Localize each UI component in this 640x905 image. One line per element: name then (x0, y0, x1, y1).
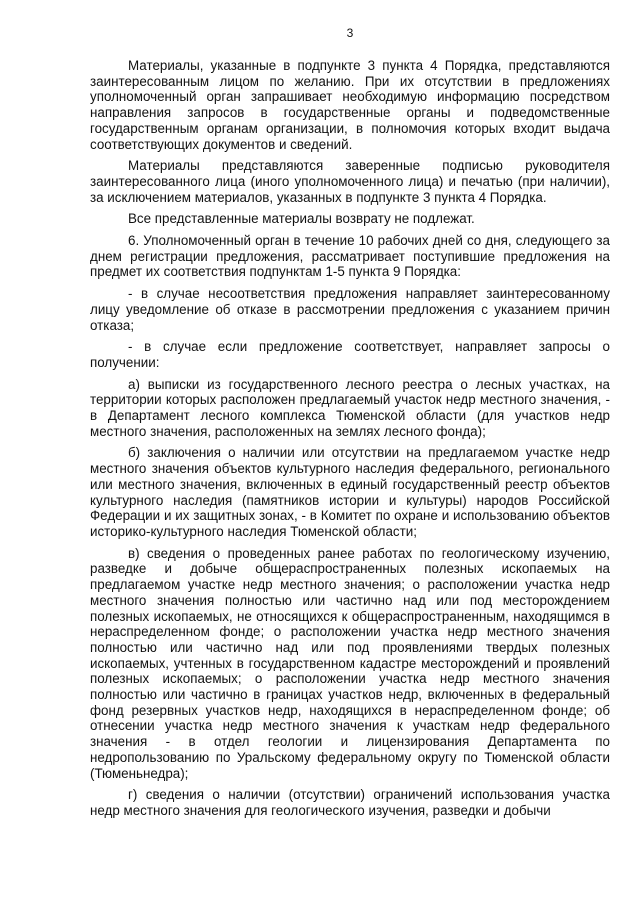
paragraph-subitem-a: а) выписки из государственного лесного реестра о лесных участках, на территории которых расположен предлагаемый участок недр местного значения, - в Департамент лесного комплекса Тюменской области (для участков недр местного значения, расположенных на землях лесного фонда); (90, 376, 610, 439)
paragraph-subitem-b: б) заключения о наличии или отсутствии на предлагаемом участке недр местного значения объектов культурного наследия федерального, регионального или местного значения, включенных в единый государственный реестр объектов культурного наследия (памятников истории и культуры) народов Российской Федерации и их защитных зонах, - в Комитет по охране и использованию объектов историко-культурного наследия Тюменской области; (90, 445, 610, 539)
paragraph-materials-optional: Материалы, указанные в подпункте 3 пункта 4 Порядка, представляются заинтересованным лицом по желанию. При их отсутствии в предложениях уполномоченный орган запрашивает необходимую информацию посредством направления запросов в государственные органы и подведомственные государственным органам организации, в полномочия которых входит выдача соответствующих документов и сведений. (90, 58, 610, 152)
paragraph-requests-case: - в случае если предложение соответствует, направляет запросы о получении: (90, 339, 610, 370)
paragraph-no-return: Все представленные материалы возврату не подлежат. (128, 211, 475, 227)
document-page (90, 26, 610, 825)
paragraph-subitem-v: в) сведения о проведенных ранее работах по геологическому изучению, разведке и добыче общераспространенных полезных ископаемых на предлагаемом участке недр местного значения; о расположении участка недр местного значения полностью или частично над или под месторождением полезных ископаемых, не относящихся к общераспространенным, находящимся в нераспределенном фонде; о расположении участка недр местного значения полностью или частично над или под проявлениями твердых полезных ископаемых, учтенных в государственном кадастре месторождений и проявлений полезных ископаемых; о расположении участка недр местного значения полностью или частично в границах участков недр, включенных в федеральный фонд резервных участков недр, находящихся в нераспределенном фонде; об отнесении участка недр местного значения к участкам недр федерального значения - в отдел геологии и лицензирования Департамента по недропользованию по Уральскому федеральному округу по Тюменской области (Тюменьнедра); (90, 545, 610, 781)
page-number: 3 (346, 26, 354, 40)
paragraph-item-6: 6. Уполномоченный орган в течение 10 рабочих дней со дня, следующего за днем регистрации предложения, рассматривает поступившие предложения на предмет их соответствия подпунктам 1-5 пункта 9 Порядка: (90, 233, 610, 280)
paragraph-refusal-case: - в случае несоответствия предложения направляет заинтересованному лицу уведомление об отказе в рассмотрении предложения с указанием причин отказа; (90, 286, 610, 333)
paragraph-materials-certified: Материалы представляются заверенные подписью руководителя заинтересованного лица (иного уполномоченного лица) и печатью (при наличии), за исключением материалов, указанных в подпункте 3 пункта 4 Порядка. (90, 158, 610, 205)
paragraph-subitem-g: г) сведения о наличии (отсутствии) ограничений использования участка недр местного значения для геологического изучения, разведки и добычи (90, 787, 610, 818)
